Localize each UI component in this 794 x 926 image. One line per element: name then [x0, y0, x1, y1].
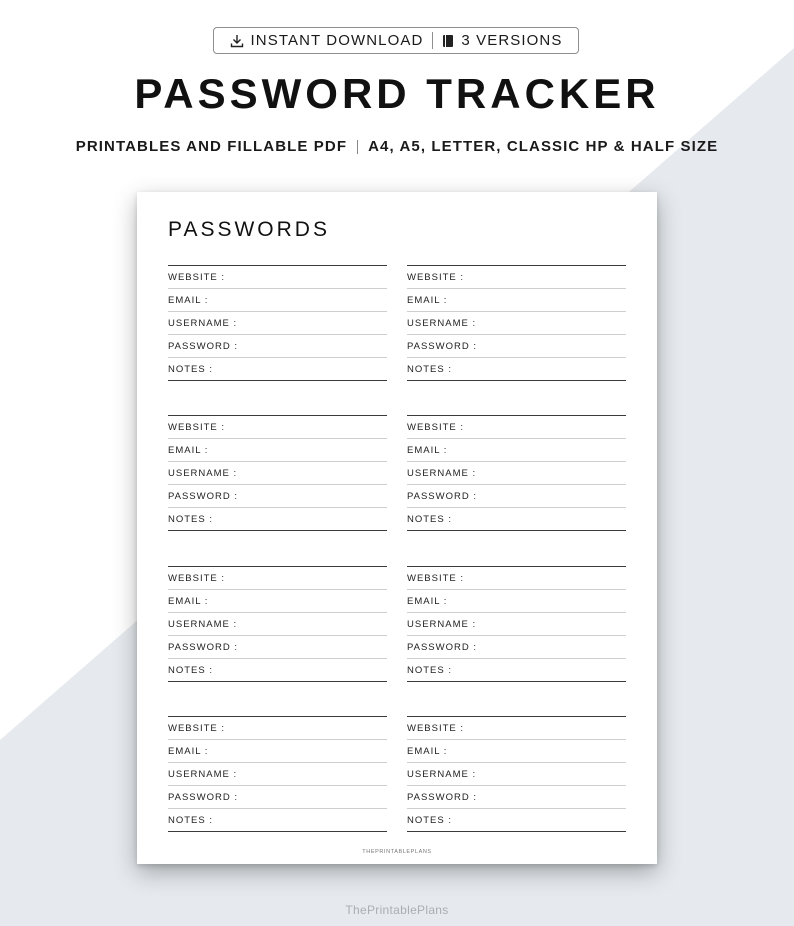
password-entry-block [168, 566, 387, 682]
username-field[interactable] [407, 613, 626, 636]
website-field[interactable] [407, 717, 626, 740]
notes-field[interactable] [407, 659, 626, 682]
printable-sheet [137, 192, 657, 864]
password-entry-block [407, 716, 626, 832]
website-label: WEBSITE : [168, 421, 226, 433]
password-field[interactable] [407, 786, 626, 809]
email-field[interactable] [168, 740, 387, 763]
sheet-title: PASSWORDS [168, 218, 330, 241]
username-label: USERNAME : [168, 317, 238, 329]
password-label: PASSWORD : [407, 791, 477, 803]
notes-label: NOTES : [407, 363, 453, 375]
notes-field[interactable] [407, 809, 626, 832]
password-field[interactable] [168, 335, 387, 358]
email-label: EMAIL : [168, 294, 209, 306]
username-label: USERNAME : [407, 467, 477, 479]
username-field[interactable] [407, 763, 626, 786]
notes-field[interactable] [168, 809, 387, 832]
website-field[interactable] [168, 266, 387, 289]
email-label: EMAIL : [407, 745, 448, 757]
website-label: WEBSITE : [407, 722, 465, 734]
versions-segment [433, 32, 571, 49]
password-entry-block [407, 566, 626, 682]
password-field[interactable] [407, 636, 626, 659]
email-field[interactable] [407, 439, 626, 462]
document-icon [442, 34, 454, 48]
notes-field[interactable] [168, 508, 387, 531]
email-label: EMAIL : [407, 595, 448, 607]
password-entry-block [407, 265, 626, 381]
password-label: PASSWORD : [407, 641, 477, 653]
instant-download-segment [221, 32, 433, 49]
email-field[interactable] [168, 289, 387, 312]
page-title: PASSWORD TRACKER [134, 70, 660, 117]
email-label: EMAIL : [407, 444, 448, 456]
password-field[interactable] [168, 786, 387, 809]
password-entry-block [168, 415, 387, 531]
password-label: PASSWORD : [168, 641, 238, 653]
notes-field[interactable] [407, 358, 626, 381]
website-label: WEBSITE : [407, 271, 465, 283]
email-field[interactable] [168, 439, 387, 462]
username-label: USERNAME : [407, 317, 477, 329]
notes-label: NOTES : [168, 664, 214, 676]
password-label: PASSWORD : [168, 490, 238, 502]
email-field[interactable] [407, 289, 626, 312]
username-field[interactable] [407, 312, 626, 335]
notes-label: NOTES : [407, 814, 453, 826]
password-label: PASSWORD : [168, 791, 238, 803]
website-label: WEBSITE : [407, 572, 465, 584]
password-field[interactable] [168, 485, 387, 508]
sheet-footer: THEPRINTABLEPLANS [362, 849, 432, 855]
email-field[interactable] [407, 740, 626, 763]
subtitle [0, 138, 794, 155]
email-label: EMAIL : [168, 745, 209, 757]
password-entry-block [168, 716, 387, 832]
website-label: WEBSITE : [168, 572, 226, 584]
email-field[interactable] [168, 590, 387, 613]
subtitle-divider [357, 140, 358, 154]
website-label: WEBSITE : [168, 722, 226, 734]
watermark: ThePrintablePlans [345, 903, 449, 917]
password-field[interactable] [407, 335, 626, 358]
username-label: USERNAME : [168, 618, 238, 630]
subtitle-sizes: A4, A5, LETTER, CLASSIC HP & HALF SIZE [368, 138, 719, 155]
username-label: USERNAME : [407, 618, 477, 630]
website-field[interactable] [407, 416, 626, 439]
website-field[interactable] [168, 717, 387, 740]
email-label: EMAIL : [407, 294, 448, 306]
download-icon [230, 34, 244, 48]
website-field[interactable] [168, 567, 387, 590]
password-label: PASSWORD : [407, 490, 477, 502]
password-label: PASSWORD : [168, 340, 238, 352]
info-badge [213, 27, 579, 54]
username-field[interactable] [168, 763, 387, 786]
website-field[interactable] [407, 567, 626, 590]
website-field[interactable] [168, 416, 387, 439]
notes-label: NOTES : [168, 814, 214, 826]
password-field[interactable] [407, 485, 626, 508]
password-entry-block [168, 265, 387, 381]
website-label: WEBSITE : [168, 271, 226, 283]
notes-field[interactable] [168, 659, 387, 682]
versions-label: 3 VERSIONS [461, 32, 563, 49]
username-label: USERNAME : [168, 768, 238, 780]
username-field[interactable] [407, 462, 626, 485]
email-label: EMAIL : [168, 595, 209, 607]
subtitle-formats: PRINTABLES AND FILLABLE PDF [75, 138, 348, 155]
instant-download-label: INSTANT DOWNLOAD [250, 32, 424, 49]
notes-label: NOTES : [168, 513, 214, 525]
email-field[interactable] [407, 590, 626, 613]
website-label: WEBSITE : [407, 421, 465, 433]
username-field[interactable] [168, 462, 387, 485]
password-label: PASSWORD : [407, 340, 477, 352]
username-field[interactable] [168, 613, 387, 636]
username-label: USERNAME : [407, 768, 477, 780]
password-entry-block [407, 415, 626, 531]
username-field[interactable] [168, 312, 387, 335]
password-field[interactable] [168, 636, 387, 659]
email-label: EMAIL : [168, 444, 209, 456]
notes-label: NOTES : [168, 363, 214, 375]
notes-label: NOTES : [407, 513, 453, 525]
notes-field[interactable] [407, 508, 626, 531]
website-field[interactable] [407, 266, 626, 289]
notes-label: NOTES : [407, 664, 453, 676]
notes-field[interactable] [168, 358, 387, 381]
username-label: USERNAME : [168, 467, 238, 479]
